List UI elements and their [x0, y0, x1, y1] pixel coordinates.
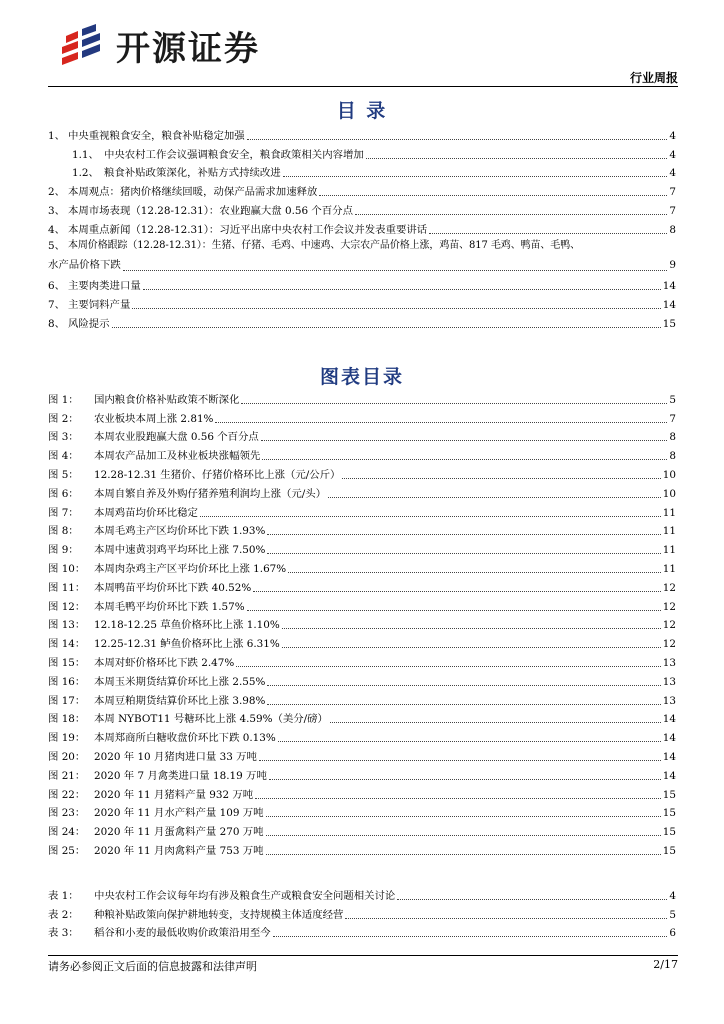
toc-item[interactable]: 6、 主要肉类进口量 14	[48, 280, 676, 293]
figure-item[interactable]: 图 18： 本周 NYBOT11 号糖环比上涨 4.59%（美分/磅） 14	[48, 713, 676, 726]
logo-mark-icon	[56, 22, 110, 68]
table-item[interactable]: 表 1： 中央农村工作会议每年均有涉及粮食生产或粮食安全问题相关讨论 4	[48, 889, 676, 902]
footer-divider	[48, 955, 678, 956]
figure-item[interactable]: 图 2： 农业板块本周上涨 2.81% 7	[48, 412, 676, 425]
figure-item[interactable]: 图 7： 本周鸡苗均价环比稳定 11	[48, 506, 676, 519]
company-name: 开源证券	[116, 28, 260, 69]
figure-item[interactable]: 图 19： 本周郑商所白糖收盘价环比下跌 0.13% 14	[48, 732, 676, 745]
report-type: 行业周报	[629, 71, 678, 85]
page-number: 2/17	[653, 958, 678, 971]
figures-title: 图表目录	[319, 366, 404, 388]
figure-item[interactable]: 图 23： 2020 年 11 月水产料产量 109 万吨 15	[48, 807, 676, 820]
figure-item[interactable]: 图 20： 2020 年 10 月猪肉进口量 33 万吨 14	[48, 750, 676, 763]
toc-item[interactable]: 8、 风险提示 15	[48, 317, 676, 330]
toc-item[interactable]: 5、 本周价格跟踪（12.28-12.31）：生猪、仔猪、毛鸡、中速鸡、大宗农产品价格上涨，鸡苗、817 毛鸡、鸭苗、毛鸭、 水产品价格下跌 9	[48, 239, 676, 271]
header-divider	[48, 86, 678, 87]
footer-disclaimer: 请务必参阅正文后面的信息披露和法律声明	[48, 960, 257, 973]
toc-title: 目 录	[336, 100, 388, 122]
figure-item[interactable]: 图 25： 2020 年 11 月肉禽料产量 753 万吨 15	[48, 844, 676, 857]
figure-item[interactable]: 图 8： 本周毛鸡主产区均价环比下跌 1.93% 11	[48, 525, 676, 538]
figure-item[interactable]: 图 14： 12.25-12.31 鲈鱼价格环比上涨 6.31% 12	[48, 638, 676, 651]
figure-item[interactable]: 图 5： 12.28-12.31 生猪价、仔猪价格环比上涨（元/公斤） 10	[48, 468, 676, 481]
table-item[interactable]: 表 3： 稻谷和小麦的最低收购价政策沿用至今 6	[48, 927, 676, 940]
figure-item[interactable]: 图 24： 2020 年 11 月蛋禽料产量 270 万吨 15	[48, 826, 676, 839]
toc-item[interactable]: 2、 本周观点：猪肉价格继续回暖，动保产品需求加速释放 7	[48, 186, 676, 199]
toc-item[interactable]: 1.1、 中央农村工作会议强调粮食安全，粮食政策相关内容增加 4	[72, 148, 676, 161]
figure-item[interactable]: 图 4： 本周农产品加工及林业板块涨幅领先 8	[48, 450, 676, 463]
figure-item[interactable]: 图 11： 本周鸭苗平均价环比下跌 40.52% 12	[48, 581, 676, 594]
table-item[interactable]: 表 2： 种粮补贴政策向保护耕地转变，支持规模主体适度经营 5	[48, 908, 676, 921]
figures-list	[48, 388, 676, 858]
figure-item[interactable]: 图 15： 本周对虾价格环比下跌 2.47% 13	[48, 656, 676, 669]
toc-list	[48, 124, 676, 331]
figure-item[interactable]: 图 1： 国内粮食价格补贴政策不断深化 5	[48, 393, 676, 406]
figure-item[interactable]: 图 16： 本周玉米期货结算价环比上涨 2.55% 13	[48, 675, 676, 688]
company-logo	[56, 22, 260, 68]
figure-item[interactable]: 图 6： 本周自繁自养及外购仔猪养殖利润均上涨（元/头） 10	[48, 487, 676, 500]
toc-item[interactable]: 4、 本周重点新闻（12.28-12.31）：习近平出席中央农村工作会议并发表重要讲话 8	[48, 223, 676, 236]
figure-item[interactable]: 图 17： 本周豆粕期货结算价环比上涨 3.98% 13	[48, 694, 676, 707]
figure-item[interactable]: 图 10： 本周肉杂鸡主产区平均价环比上涨 1.67% 11	[48, 562, 676, 575]
toc-item[interactable]: 1.2、 粮食补贴政策深化，补贴方式持续改进 4	[72, 167, 676, 180]
figure-item[interactable]: 图 21： 2020 年 7 月禽类进口量 18.19 万吨 14	[48, 769, 676, 782]
figure-item[interactable]: 图 12： 本周毛鸭平均价环比下跌 1.57% 12	[48, 600, 676, 613]
tables-list	[48, 884, 676, 940]
toc-item[interactable]: 3、 本周市场表现（12.28-12.31）：农业跑赢大盘 0.56 个百分点 7	[48, 204, 676, 217]
figure-item[interactable]: 图 9： 本周中速黄羽鸡平均环比上涨 7.50% 11	[48, 544, 676, 557]
figure-item[interactable]: 图 3： 本周农业股跑赢大盘 0.56 个百分点 8	[48, 431, 676, 444]
toc-item[interactable]: 1、 中央重视粮食安全，粮食补贴稳定加强 4	[48, 129, 676, 142]
figure-item[interactable]: 图 22： 2020 年 11 月猪料产量 932 万吨 15	[48, 788, 676, 801]
figure-item[interactable]: 图 13： 12.18-12.25 草鱼价格环比上涨 1.10% 12	[48, 619, 676, 632]
toc-item[interactable]: 7、 主要饲料产量 14	[48, 298, 676, 311]
